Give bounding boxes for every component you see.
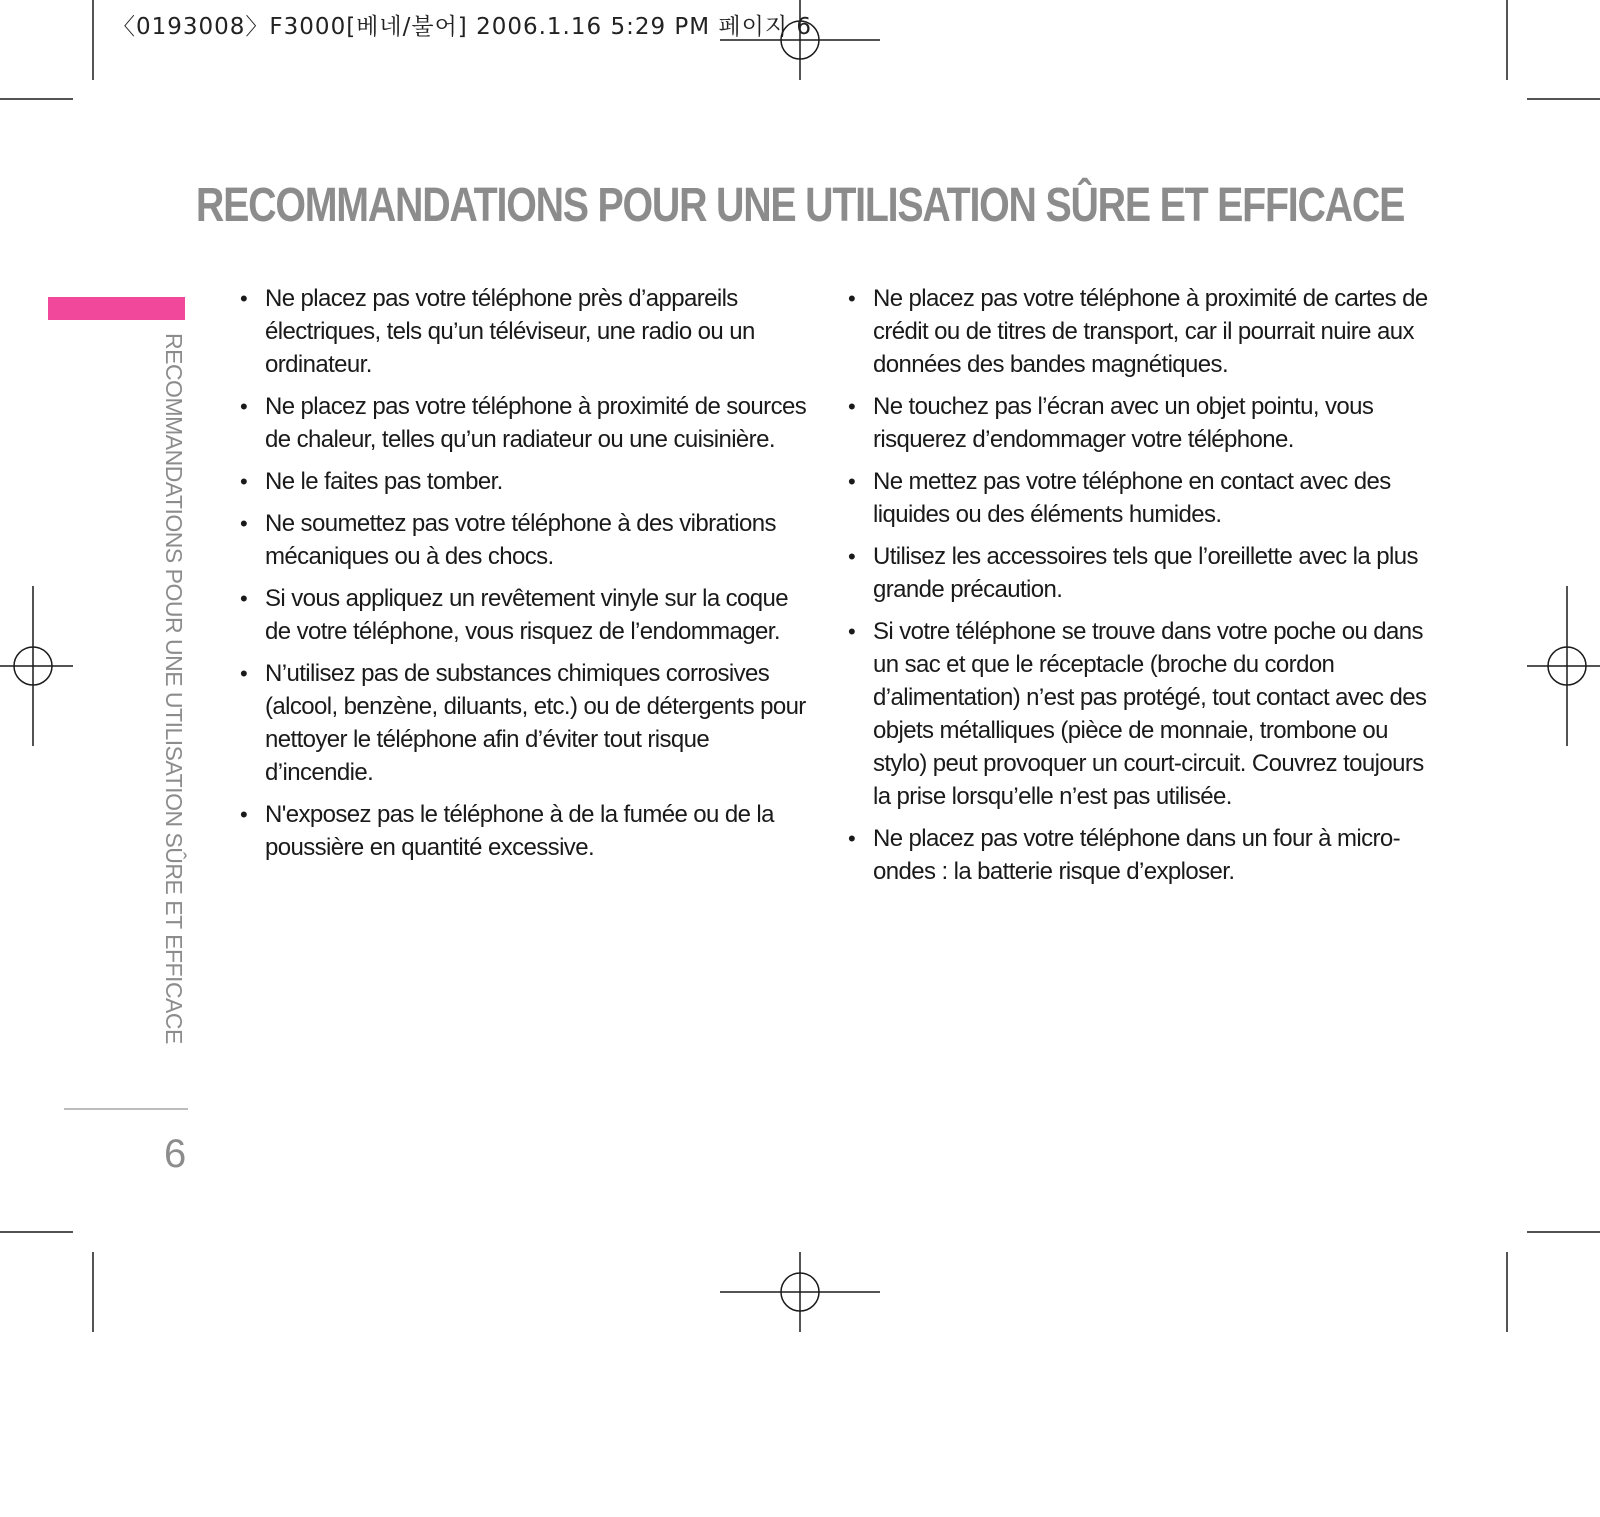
bullet-text: Utilisez les accessoires tels que l’oreillette avec la plus grande précaution. [873,543,1418,603]
bullet-dot: • [848,394,856,419]
bullet-text: Si vous appliquez un revêtement vinyle sur la coque de votre téléphone, vous risquez de l’endommager. [265,585,789,645]
bullet-text: Si votre téléphone se trouve dans votre poche ou dans un sac et que le réceptacle (broche du cordon d’alimentation) n’est pas protégé, tout contact avec des objets métalliques (pièce de monnaie, trombone ou stylo) peut provoquer un court-circuit. Couvrez toujours la prise lorsqu’elle n’est pas utilisée. [873,618,1427,810]
bullet-item [240,798,815,864]
bullet-text: N’utilisez pas de substances chimiques corrosives (alcool, benzène, diluants, etc.) ou de détergents pour nettoyer le téléphone afin d’éviter tout risque d’incendie. [265,660,806,786]
bullet-item [848,540,1428,606]
bullet-dot: • [240,661,248,686]
page-title: RECOMMANDATIONS POUR UNE UTILISATION SÛRE ET EFFICACE [195,179,1405,232]
bullet-item [848,822,1428,888]
bullet-item [240,390,815,456]
print-slug-header: 〈0193008〉F3000[베네/불어] 2006.1.16 5:29 PM 페이지 6 [112,14,813,40]
bullet-text: Ne le faites pas tomber. [265,468,503,495]
bullet-text: N'exposez pas le téléphone à de la fumée ou de la poussière en quantité excessive. [265,801,774,861]
bullet-dot: • [848,469,856,494]
bullet-item [848,615,1428,813]
right-column-list [848,282,1428,897]
bullet-dot: • [848,619,856,644]
registration-mark-left [0,586,73,746]
left-column-list [240,282,815,873]
bullet-dot: • [240,802,248,827]
bullet-dot: • [240,286,248,311]
bullet-item [240,582,815,648]
bullet-text: Ne placez pas votre téléphone près d’appareils électriques, tels qu’un téléviseur, une radio ou un ordinateur. [265,285,755,378]
bullet-item [848,465,1428,531]
bullet-dot: • [240,511,248,536]
bullet-item [848,282,1428,381]
page-number: 6 [164,1132,187,1176]
bullet-item [848,390,1428,456]
registration-mark-right [1527,586,1600,746]
bullet-item [240,657,815,789]
side-running-title: RECOMMANDATIONS POUR UNE UTILISATION SÛRE ET EFFICACE [161,333,187,1044]
bullet-text: Ne mettez pas votre téléphone en contact avec des liquides ou des éléments humides. [873,468,1391,528]
bullet-text: Ne touchez pas l’écran avec un objet pointu, vous risquerez d’endommager votre téléphone. [873,393,1374,453]
bullet-text: Ne placez pas votre téléphone à proximité de cartes de crédit ou de titres de transport, car il pourrait nuire aux données des bandes magnétiques. [873,285,1428,378]
bullet-dot: • [848,826,856,851]
bullet-text: Ne soumettez pas votre téléphone à des vibrations mécaniques ou à des chocs. [265,510,776,570]
bullet-item [240,465,815,498]
bullet-item [240,507,815,573]
bullet-dot: • [240,469,248,494]
bullet-dot: • [848,544,856,569]
bullet-dot: • [240,394,248,419]
registration-mark-bottom [720,1252,880,1332]
page-number-rule [64,1108,188,1110]
bullet-dot: • [848,286,856,311]
bullet-text: Ne placez pas votre téléphone dans un four à micro-ondes : la batterie risque d’exploser. [873,825,1401,885]
bullet-text: Ne placez pas votre téléphone à proximité de sources de chaleur, telles qu’un radiateur ou une cuisinière. [265,393,807,453]
bullet-dot: • [240,586,248,611]
side-accent-bar [48,297,185,320]
bullet-item [240,282,815,381]
